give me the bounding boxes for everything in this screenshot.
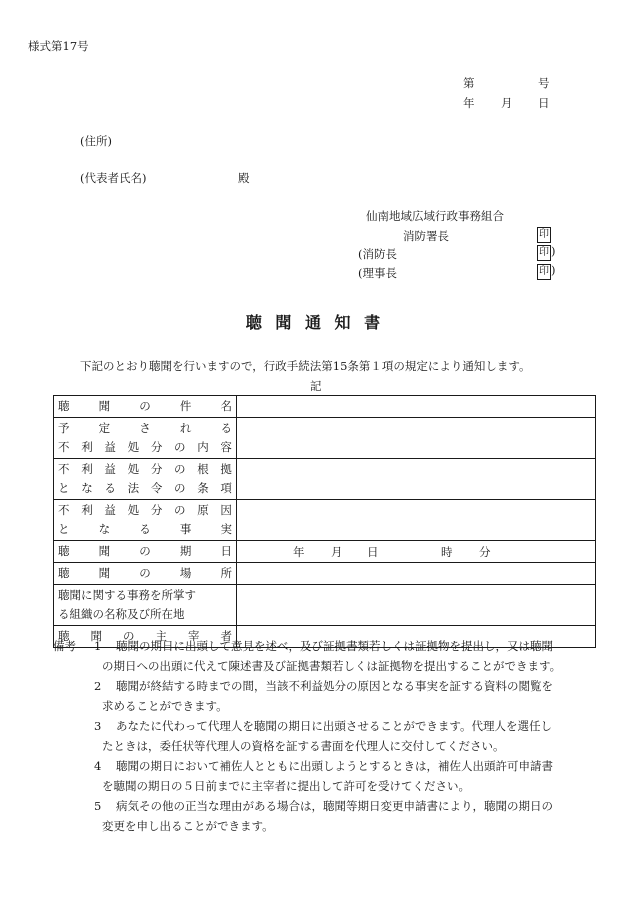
table-row [54, 500, 596, 541]
notes-heading: 備考 [53, 639, 76, 653]
seal-mark [537, 263, 556, 280]
close-paren: ) [551, 263, 556, 277]
number-suffix: 号 [538, 76, 550, 90]
row-label-line2: と な る 事 実 [58, 522, 232, 536]
hearing-details-table [53, 395, 596, 648]
note-number: 1 [94, 639, 102, 653]
note-text-line2: 変更を申し出ることができます。 [102, 819, 274, 833]
seal-stamp-icon: 印 [537, 245, 551, 261]
row-label-line1: 聴聞に関する事務を所掌す [58, 588, 196, 602]
note-text-line2: 求めることができます。 [102, 699, 228, 713]
date-month: 月 [501, 96, 513, 110]
alt-title-director: (理事長 [358, 266, 397, 280]
note-item [94, 676, 101, 696]
note-number: 3 [94, 719, 102, 733]
table-row [54, 459, 596, 500]
hearing-place-value [237, 563, 596, 585]
row-label: 聴 聞 の 件 名 [58, 399, 232, 413]
date-day: 日 [538, 96, 550, 110]
note-text-line2: の期日への出頭に代えて陳述書及び証拠書類若しくは証拠物を提出することができます。 [102, 659, 562, 673]
representative-label: (代表者氏名) [80, 171, 147, 185]
issuer-title: 消防署長 [403, 229, 449, 243]
time-hour-unit: 時 [441, 545, 453, 559]
number-label: 第 [463, 76, 475, 90]
intro-text: 下記のとおり聴聞を行いますので，行政手続法第15条第１項の規定により通知します。 [80, 359, 531, 373]
date-month-unit: 月 [331, 545, 343, 559]
cause-facts-value [237, 500, 596, 541]
legal-basis-value [237, 459, 596, 500]
alt-title-fire-chief: (消防長 [358, 247, 397, 261]
table-row [54, 396, 596, 418]
note-item [94, 756, 101, 776]
seal-mark [537, 244, 556, 261]
hearing-date-value [237, 541, 596, 563]
issuer-organization: 仙南地域広域行政事務組合 [366, 209, 504, 223]
row-label-line1: 不 利 益 処 分 の 原 因 [58, 503, 232, 517]
note-item [94, 716, 101, 736]
row-label-line2: る組織の名称及び所在地 [58, 607, 185, 621]
row-label: 聴 聞 の 場 所 [58, 566, 232, 580]
note-number: 5 [94, 799, 102, 813]
date-year: 年 [463, 96, 475, 110]
row-label: 聴 聞 の 主 宰 者 [58, 629, 232, 643]
address-label: (住所) [80, 134, 112, 148]
form-number: 様式第17号 [28, 39, 89, 53]
note-number: 2 [94, 679, 102, 693]
honorific: 殿 [238, 171, 250, 185]
note-text-line1: あなたに代わって代理人を聴聞の期日に出頭させることができます。代理人を選任し [116, 719, 552, 733]
planned-disposition-value [237, 418, 596, 459]
note-text-line1: 聴聞の期日に出頭して意見を述べ，及び証拠書類若しくは証拠物を提出し，又は聴聞 [116, 639, 553, 653]
note-text-line1: 聴聞が終結する時までの間，当該不利益処分の原因となる事実を証する資料の閲覧を [116, 679, 553, 693]
seal-mark [537, 226, 551, 243]
row-label-line2: 不 利 益 処 分 の 内 容 [58, 440, 232, 454]
seal-stamp-icon: 印 [537, 264, 551, 280]
ki-label: 記 [310, 379, 322, 393]
note-text-line1: 聴聞の期日において補佐人とともに出頭しようとするときは，補佐人出頭許可申請書 [116, 759, 553, 773]
note-item [94, 636, 101, 656]
row-label: 聴 聞 の 期 日 [58, 544, 232, 558]
close-paren: ) [551, 244, 556, 258]
table-row [54, 585, 596, 626]
table-row [54, 563, 596, 585]
row-label-line2: と な る 法 令 の 条 項 [58, 481, 232, 495]
note-text-line2: たときは，委任状等代理人の資格を証する書面を代理人に交付してください。 [102, 739, 505, 753]
date-year-unit: 年 [293, 545, 305, 559]
subject-value [237, 396, 596, 418]
row-label-line1: 不 利 益 処 分 の 根 拠 [58, 462, 232, 476]
row-label-line1: 予 定 さ れ る [58, 421, 232, 435]
note-text-line1: 病気その他の正当な理由がある場合は，聴聞等期日変更申請書により，聴聞の期日の [116, 799, 553, 813]
note-number: 4 [94, 759, 102, 773]
date-day-unit: 日 [367, 545, 379, 559]
table-row [54, 541, 596, 563]
seal-stamp-icon: 印 [537, 227, 551, 243]
document-title: 聴 聞 通 知 書 [245, 313, 385, 332]
table-row [54, 418, 596, 459]
organization-value [237, 585, 596, 626]
note-text-line2: を聴聞の期日の５日前までに主宰者に提出して許可を受けてください。 [102, 779, 470, 793]
note-item [94, 796, 101, 816]
time-minute-unit: 分 [479, 545, 491, 559]
